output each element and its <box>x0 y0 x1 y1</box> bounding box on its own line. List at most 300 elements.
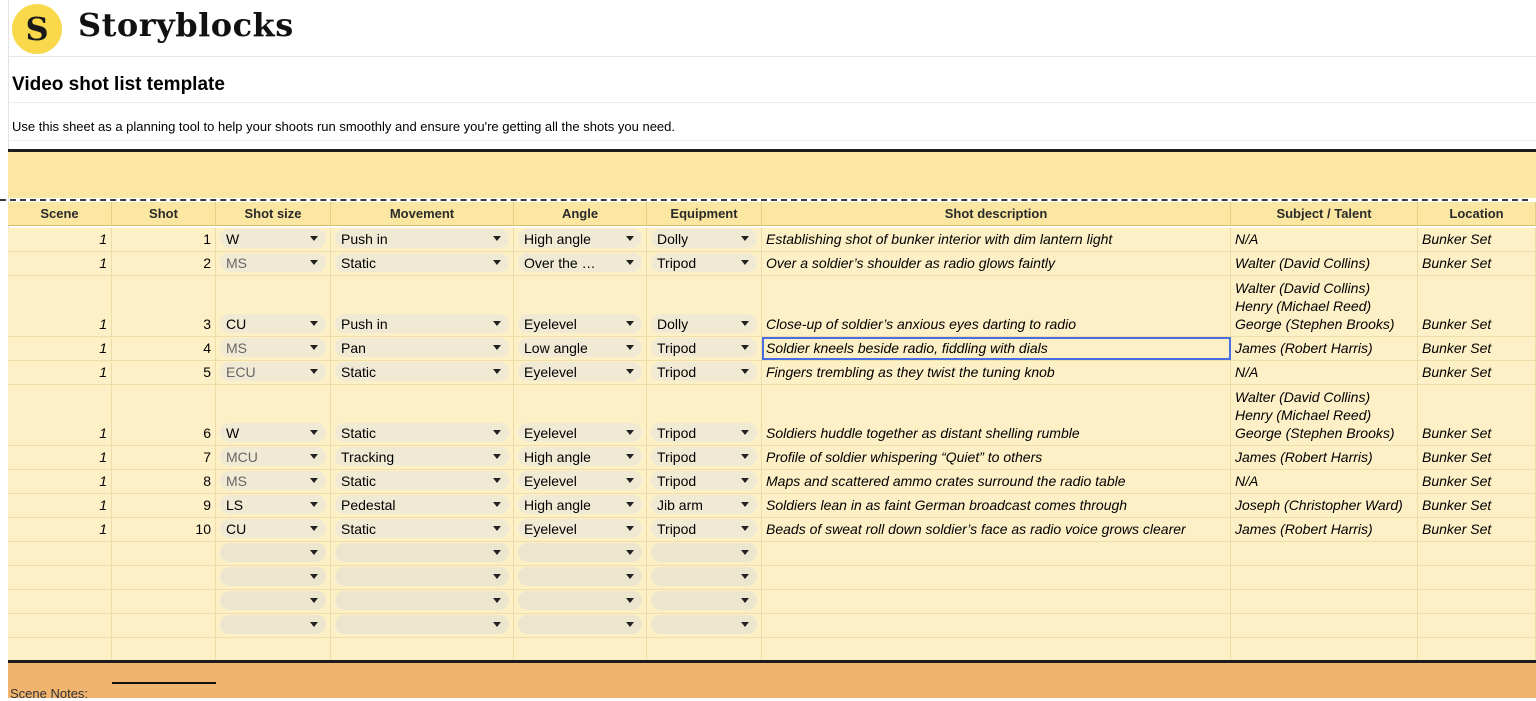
scene-value: 1 <box>99 316 107 332</box>
angle-dropdown[interactable] <box>518 519 642 538</box>
col-header-subject-talent[interactable]: Subject / Talent <box>1231 202 1418 225</box>
col-header-location[interactable]: Location <box>1418 202 1536 225</box>
chevron-down-icon <box>310 345 318 350</box>
shot-size-cell[interactable] <box>216 252 331 275</box>
chevron-down-icon <box>310 598 318 603</box>
chevron-down-icon <box>493 454 501 459</box>
equipment-cell[interactable] <box>647 614 762 637</box>
angle-dropdown-value: Over the … <box>524 254 596 271</box>
grid-line <box>8 140 1536 141</box>
angle-dropdown[interactable] <box>518 495 642 514</box>
description-value: Soldiers lean in as faint German broadcast comes through <box>766 497 1128 513</box>
equipment-cell[interactable] <box>647 542 762 565</box>
shot-cell[interactable] <box>112 276 216 336</box>
movement-cell[interactable] <box>331 590 514 613</box>
movement-dropdown-value: Pedestal <box>341 496 396 513</box>
shot-size-cell[interactable] <box>216 518 331 541</box>
angle-cell[interactable] <box>514 518 647 541</box>
equipment-cell[interactable] <box>647 361 762 384</box>
movement-cell[interactable] <box>331 446 514 469</box>
angle-dropdown[interactable] <box>518 543 642 562</box>
movement-dropdown[interactable] <box>335 314 509 333</box>
table-row <box>8 228 1536 252</box>
angle-cell[interactable] <box>514 276 647 336</box>
subject-talent-cell[interactable] <box>1231 228 1418 251</box>
shot-size-dropdown[interactable] <box>220 471 326 490</box>
equipment-dropdown[interactable] <box>651 253 757 272</box>
logo-mark: S <box>25 10 49 48</box>
equipment-dropdown[interactable] <box>651 423 757 442</box>
equipment-cell[interactable] <box>647 590 762 613</box>
empty-row <box>8 542 1536 566</box>
movement-dropdown[interactable] <box>335 495 509 514</box>
location-value: Bunker Set <box>1422 364 1492 380</box>
shot-value: 3 <box>203 316 211 332</box>
description-value: Profile of soldier whispering “Quiet” to others <box>766 449 1043 465</box>
angle-dropdown[interactable] <box>518 471 642 490</box>
scene-cell[interactable] <box>8 252 112 275</box>
movement-dropdown-value: Static <box>341 472 377 489</box>
shot-description-cell[interactable] <box>762 228 1231 251</box>
location-cell[interactable] <box>1418 337 1536 360</box>
shot-cell[interactable] <box>112 566 216 589</box>
empty-cell[interactable] <box>8 638 112 661</box>
shot-size-cell[interactable] <box>216 590 331 613</box>
scene-cell[interactable] <box>8 361 112 384</box>
chevron-down-icon <box>626 574 634 579</box>
equipment-cell[interactable] <box>647 252 762 275</box>
shot-size-cell[interactable] <box>216 337 331 360</box>
shot-size-dropdown-value: W <box>226 424 240 441</box>
subject-talent-cell[interactable] <box>1231 361 1418 384</box>
table-row <box>8 252 1536 276</box>
equipment-cell[interactable] <box>647 276 762 336</box>
shot-size-dropdown[interactable] <box>220 519 326 538</box>
talent-name: Henry (Michael Reed) <box>1235 407 1372 423</box>
angle-dropdown[interactable] <box>518 567 642 586</box>
shot-cell[interactable] <box>112 518 216 541</box>
location-cell[interactable] <box>1418 542 1536 565</box>
location-cell[interactable] <box>1418 518 1536 541</box>
equipment-cell[interactable] <box>647 518 762 541</box>
chevron-down-icon <box>310 321 318 326</box>
col-header-shot-description[interactable]: Shot description <box>762 202 1231 225</box>
shot-size-cell[interactable] <box>216 614 331 637</box>
location-value: Bunker Set <box>1422 497 1492 513</box>
shot-size-dropdown-value: CU <box>226 520 247 537</box>
movement-dropdown-value: Static <box>341 520 377 537</box>
shot-size-dropdown[interactable] <box>220 543 326 562</box>
description-value: Fingers trembling as they twist the tuning knob <box>766 364 1055 380</box>
movement-cell[interactable] <box>331 614 514 637</box>
shot-cell[interactable] <box>112 446 216 469</box>
shot-cell[interactable] <box>112 590 216 613</box>
shot-size-dropdown-value: ECU <box>226 363 256 380</box>
chevron-down-icon <box>741 574 749 579</box>
shot-cell[interactable] <box>112 614 216 637</box>
shot-description-cell[interactable] <box>762 518 1231 541</box>
equipment-dropdown[interactable] <box>651 519 757 538</box>
empty-cell[interactable] <box>216 638 331 661</box>
shot-size-dropdown-value: MCU <box>226 448 258 465</box>
movement-cell[interactable] <box>331 542 514 565</box>
shot-cell[interactable] <box>112 494 216 517</box>
equipment-dropdown[interactable] <box>651 471 757 490</box>
chevron-down-icon <box>626 622 634 627</box>
empty-cell[interactable] <box>514 638 647 661</box>
equipment-dropdown[interactable] <box>651 362 757 381</box>
talent-name: Joseph (Christopher Ward) <box>1235 497 1403 513</box>
location-cell[interactable] <box>1418 566 1536 589</box>
shot-size-cell[interactable] <box>216 361 331 384</box>
shot-size-cell[interactable] <box>216 276 331 336</box>
angle-dropdown-value: High angle <box>524 496 591 513</box>
chevron-down-icon <box>626 236 634 241</box>
angle-dropdown[interactable] <box>518 314 642 333</box>
shot-size-dropdown[interactable] <box>220 615 326 634</box>
empty-cell[interactable] <box>1231 638 1418 661</box>
angle-dropdown-value: Low angle <box>524 339 588 356</box>
col-header-equipment[interactable]: Equipment <box>647 202 762 225</box>
description-value: Beads of sweat roll down soldier’s face as radio voice grows clearer <box>766 521 1186 537</box>
subject-talent-cell[interactable] <box>1231 494 1418 517</box>
location-cell[interactable] <box>1418 228 1536 251</box>
movement-dropdown[interactable] <box>335 362 509 381</box>
chevron-down-icon <box>493 430 501 435</box>
subject-talent-cell[interactable] <box>1231 590 1418 613</box>
shot-description-cell[interactable] <box>762 446 1231 469</box>
equipment-dropdown-value: Tripod <box>657 339 697 356</box>
scene-cell[interactable] <box>8 470 112 493</box>
equipment-dropdown[interactable] <box>651 591 757 610</box>
scene-value: 1 <box>99 473 107 489</box>
shot-size-cell[interactable] <box>216 494 331 517</box>
location-cell[interactable] <box>1418 276 1536 336</box>
movement-cell[interactable] <box>331 470 514 493</box>
talent-name: James (Robert Harris) <box>1235 521 1373 537</box>
shot-size-cell[interactable] <box>216 446 331 469</box>
location-cell[interactable] <box>1418 385 1536 445</box>
shot-size-dropdown[interactable] <box>220 447 326 466</box>
empty-cell[interactable] <box>331 638 514 661</box>
equipment-dropdown-value: Tripod <box>657 520 697 537</box>
chevron-down-icon <box>741 369 749 374</box>
equipment-dropdown-value: Tripod <box>657 363 697 380</box>
shot-description-cell[interactable] <box>762 470 1231 493</box>
shot-size-dropdown[interactable] <box>220 338 326 357</box>
angle-cell[interactable] <box>514 494 647 517</box>
col-header-shot-size[interactable]: Shot size <box>216 202 331 225</box>
description-value: Close-up of soldier’s anxious eyes darting to radio <box>766 316 1076 332</box>
shot-size-dropdown[interactable] <box>220 423 326 442</box>
description-value: Soldier kneels beside radio, fiddling with dials <box>766 340 1048 356</box>
storyblocks-logo-icon <box>12 4 62 54</box>
equipment-dropdown-value: Jib arm <box>657 496 703 513</box>
equipment-cell[interactable] <box>647 470 762 493</box>
movement-dropdown-value: Static <box>341 254 377 271</box>
header-band <box>8 149 1536 198</box>
shot-size-dropdown[interactable] <box>220 567 326 586</box>
angle-dropdown[interactable] <box>518 362 642 381</box>
movement-cell[interactable] <box>331 385 514 445</box>
shot-cell[interactable] <box>112 252 216 275</box>
chevron-down-icon <box>741 236 749 241</box>
angle-cell[interactable] <box>514 337 647 360</box>
shot-size-dropdown[interactable] <box>220 253 326 272</box>
empty-cell[interactable] <box>762 638 1231 661</box>
movement-dropdown[interactable] <box>335 229 509 248</box>
angle-cell[interactable] <box>514 385 647 445</box>
movement-dropdown[interactable] <box>335 615 509 634</box>
subject-talent-cell[interactable] <box>1231 542 1418 565</box>
empty-cell[interactable] <box>112 638 216 661</box>
subject-talent-cell[interactable] <box>1231 518 1418 541</box>
angle-cell[interactable] <box>514 470 647 493</box>
shot-cell[interactable] <box>112 542 216 565</box>
shot-cell[interactable] <box>112 385 216 445</box>
movement-dropdown-value: Static <box>341 363 377 380</box>
subject-talent-cell[interactable] <box>1231 337 1418 360</box>
shot-value: 7 <box>203 449 211 465</box>
talent-name: Walter (David Collins) <box>1235 255 1371 271</box>
location-cell[interactable] <box>1418 252 1536 275</box>
scene-cell[interactable] <box>8 518 112 541</box>
table-body <box>8 228 1536 662</box>
angle-dropdown-value: Eyelevel <box>524 424 577 441</box>
movement-cell[interactable] <box>331 361 514 384</box>
chevron-down-icon <box>741 454 749 459</box>
chevron-down-icon <box>626 550 634 555</box>
shot-cell[interactable] <box>112 337 216 360</box>
shot-description-cell[interactable] <box>762 276 1231 336</box>
angle-dropdown[interactable] <box>518 229 642 248</box>
scene-cell[interactable] <box>8 337 112 360</box>
scene-value: 1 <box>99 425 107 441</box>
angle-dropdown[interactable] <box>518 253 642 272</box>
angle-cell[interactable] <box>514 252 647 275</box>
shot-size-dropdown[interactable] <box>220 229 326 248</box>
col-header-scene[interactable]: Scene <box>8 202 112 225</box>
shot-description-cell[interactable] <box>762 252 1231 275</box>
subject-talent-cell[interactable] <box>1231 276 1418 336</box>
angle-cell[interactable] <box>514 614 647 637</box>
talent-name: George (Stephen Brooks) <box>1235 425 1395 441</box>
scene-cell[interactable] <box>8 566 112 589</box>
location-value: Bunker Set <box>1422 231 1492 247</box>
subject-talent-cell[interactable] <box>1231 470 1418 493</box>
chevron-down-icon <box>310 260 318 265</box>
angle-cell[interactable] <box>514 228 647 251</box>
chevron-down-icon <box>310 502 318 507</box>
chevron-down-icon <box>493 598 501 603</box>
equipment-cell[interactable] <box>647 566 762 589</box>
angle-cell[interactable] <box>514 542 647 565</box>
shot-size-dropdown[interactable] <box>220 314 326 333</box>
subject-talent-cell[interactable] <box>1231 446 1418 469</box>
angle-dropdown[interactable] <box>518 423 642 442</box>
chevron-down-icon <box>626 526 634 531</box>
shot-size-cell[interactable] <box>216 566 331 589</box>
shot-description-cell[interactable] <box>762 590 1231 613</box>
equipment-dropdown[interactable] <box>651 543 757 562</box>
scene-cell[interactable] <box>8 276 112 336</box>
movement-dropdown[interactable] <box>335 338 509 357</box>
chevron-down-icon <box>493 574 501 579</box>
movement-dropdown[interactable] <box>335 567 509 586</box>
shot-size-dropdown[interactable] <box>220 495 326 514</box>
talent-name: N/A <box>1235 473 1259 489</box>
movement-cell[interactable] <box>331 252 514 275</box>
equipment-dropdown[interactable] <box>651 229 757 248</box>
chevron-down-icon <box>741 478 749 483</box>
scene-cell[interactable] <box>8 494 112 517</box>
angle-dropdown[interactable] <box>518 615 642 634</box>
angle-cell[interactable] <box>514 446 647 469</box>
equipment-dropdown-value: Dolly <box>657 230 689 247</box>
shot-size-cell[interactable] <box>216 385 331 445</box>
chevron-down-icon <box>310 574 318 579</box>
angle-dropdown-value: Eyelevel <box>524 363 577 380</box>
movement-cell[interactable] <box>331 276 514 336</box>
location-value: Bunker Set <box>1422 473 1492 489</box>
description-value: Soldiers huddle together as distant shelling rumble <box>766 425 1080 441</box>
talent-name: Walter (David Collins) <box>1235 280 1371 296</box>
chevron-down-icon <box>741 321 749 326</box>
chevron-down-icon <box>626 430 634 435</box>
table-row <box>8 385 1536 446</box>
description-value: Establishing shot of bunker interior with dim lantern light <box>766 231 1113 247</box>
movement-dropdown-value: Push in <box>341 315 388 332</box>
location-cell[interactable] <box>1418 590 1536 613</box>
empty-row <box>8 614 1536 638</box>
movement-dropdown[interactable] <box>335 447 509 466</box>
angle-cell[interactable] <box>514 566 647 589</box>
location-cell[interactable] <box>1418 446 1536 469</box>
scene-cell[interactable] <box>8 542 112 565</box>
angle-dropdown[interactable] <box>518 338 642 357</box>
empty-row <box>8 566 1536 590</box>
movement-cell[interactable] <box>331 566 514 589</box>
location-cell[interactable] <box>1418 494 1536 517</box>
shot-description-cell[interactable] <box>762 361 1231 384</box>
shot-size-cell[interactable] <box>216 470 331 493</box>
shot-cell[interactable] <box>112 228 216 251</box>
movement-dropdown[interactable] <box>335 423 509 442</box>
shot-cell[interactable] <box>112 361 216 384</box>
subject-talent-cell[interactable] <box>1231 614 1418 637</box>
movement-dropdown[interactable] <box>335 519 509 538</box>
equipment-dropdown[interactable] <box>651 495 757 514</box>
shot-size-cell[interactable] <box>216 228 331 251</box>
col-header-angle[interactable]: Angle <box>514 202 647 225</box>
location-cell[interactable] <box>1418 361 1536 384</box>
empty-cell[interactable] <box>647 638 762 661</box>
header-divider <box>0 199 1528 201</box>
shot-description-cell[interactable] <box>762 542 1231 565</box>
scene-notes-label: Scene Notes: <box>10 686 89 701</box>
empty-cell[interactable] <box>1418 638 1536 661</box>
equipment-dropdown[interactable] <box>651 314 757 333</box>
shot-description-cell[interactable] <box>762 385 1231 445</box>
location-cell[interactable] <box>1418 470 1536 493</box>
movement-cell[interactable] <box>331 518 514 541</box>
shot-size-cell[interactable] <box>216 542 331 565</box>
angle-dropdown-value: Eyelevel <box>524 520 577 537</box>
angle-dropdown[interactable] <box>518 447 642 466</box>
equipment-dropdown-value: Tripod <box>657 448 697 465</box>
equipment-dropdown[interactable] <box>651 615 757 634</box>
angle-dropdown-value: High angle <box>524 230 591 247</box>
movement-cell[interactable] <box>331 337 514 360</box>
equipment-dropdown[interactable] <box>651 447 757 466</box>
equipment-cell[interactable] <box>647 337 762 360</box>
chevron-down-icon <box>493 369 501 374</box>
shot-description-cell[interactable] <box>762 494 1231 517</box>
angle-cell[interactable] <box>514 361 647 384</box>
location-value: Bunker Set <box>1422 521 1492 537</box>
description-value: Over a soldier’s shoulder as radio glows faintly <box>766 255 1055 271</box>
chevron-down-icon <box>493 526 501 531</box>
subject-talent-cell[interactable] <box>1231 385 1418 445</box>
movement-dropdown[interactable] <box>335 591 509 610</box>
table-row <box>8 494 1536 518</box>
movement-dropdown[interactable] <box>335 543 509 562</box>
equipment-cell[interactable] <box>647 228 762 251</box>
angle-cell[interactable] <box>514 590 647 613</box>
talent-name: Walter (David Collins) <box>1235 389 1371 405</box>
scene-cell[interactable] <box>8 385 112 445</box>
movement-dropdown[interactable] <box>335 471 509 490</box>
fill-handle[interactable] <box>1227 357 1231 360</box>
shot-cell[interactable] <box>112 470 216 493</box>
subject-talent-cell[interactable] <box>1231 566 1418 589</box>
angle-dropdown-value: Eyelevel <box>524 472 577 489</box>
movement-dropdown[interactable] <box>335 253 509 272</box>
chevron-down-icon <box>310 550 318 555</box>
table-row <box>8 337 1536 361</box>
location-cell[interactable] <box>1418 614 1536 637</box>
scene-cell[interactable] <box>8 446 112 469</box>
equipment-cell[interactable] <box>647 385 762 445</box>
scene-cell[interactable] <box>8 614 112 637</box>
chevron-down-icon <box>493 321 501 326</box>
col-header-movement[interactable]: Movement <box>331 202 514 225</box>
shot-description-cell[interactable] <box>762 566 1231 589</box>
shot-description-cell[interactable] <box>762 337 1231 360</box>
movement-cell[interactable] <box>331 228 514 251</box>
shot-size-dropdown[interactable] <box>220 591 326 610</box>
equipment-cell[interactable] <box>647 494 762 517</box>
scene-value: 1 <box>99 364 107 380</box>
equipment-dropdown[interactable] <box>651 567 757 586</box>
scene-cell[interactable] <box>8 590 112 613</box>
scene-value: 1 <box>99 449 107 465</box>
scene-value: 1 <box>99 340 107 356</box>
talent-name: George (Stephen Brooks) <box>1235 316 1395 332</box>
scene-value: 1 <box>99 521 107 537</box>
angle-dropdown[interactable] <box>518 591 642 610</box>
movement-cell[interactable] <box>331 494 514 517</box>
scene-cell[interactable] <box>8 228 112 251</box>
col-header-shot[interactable]: Shot <box>112 202 216 225</box>
location-value: Bunker Set <box>1422 425 1492 441</box>
shot-size-dropdown[interactable] <box>220 362 326 381</box>
shot-description-cell[interactable] <box>762 614 1231 637</box>
subject-talent-cell[interactable] <box>1231 252 1418 275</box>
equipment-dropdown[interactable] <box>651 338 757 357</box>
equipment-cell[interactable] <box>647 446 762 469</box>
footer-divider <box>112 682 216 684</box>
